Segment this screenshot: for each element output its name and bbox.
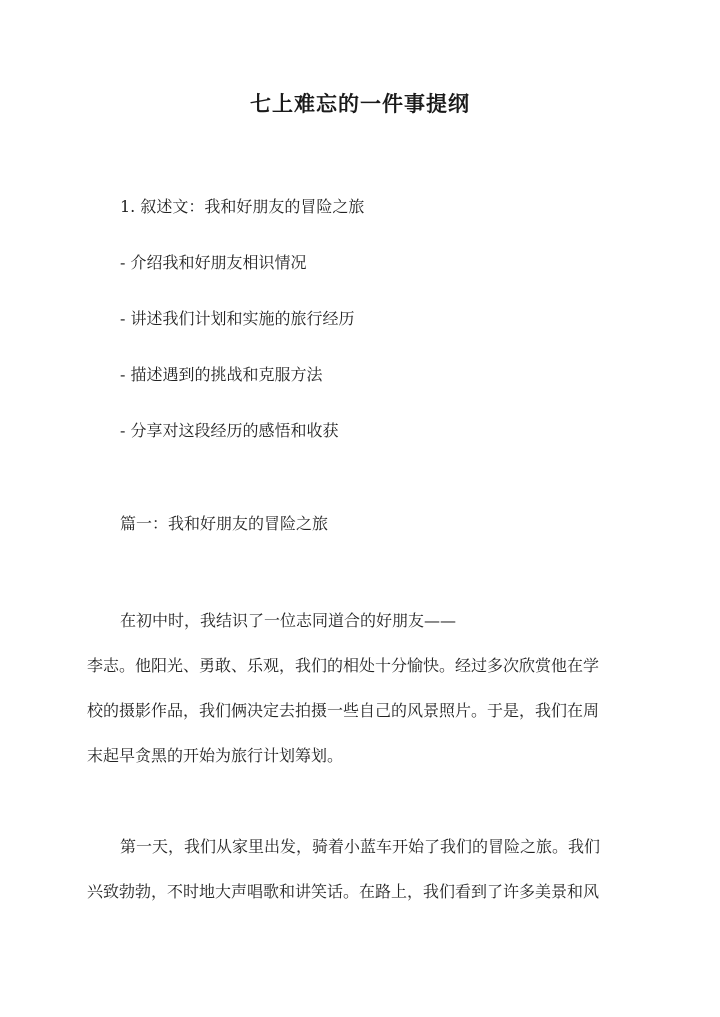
document-title: 七上难忘的一件事提纲	[250, 91, 470, 116]
section-heading: 篇一：我和好朋友的冒险之旅	[120, 514, 329, 533]
paragraph-line: 兴致勃勃，不时地大声唱歌和讲笑话。在路上，我们看到了许多美景和风	[87, 882, 600, 901]
paragraph-2	[87, 824, 635, 914]
paragraph-1	[87, 598, 635, 778]
outline-item-travel: - 讲述我们计划和实施的旅行经历	[120, 309, 355, 328]
paragraph-line: 校的摄影作品，我们俩决定去拍摄一些自己的风景照片。于是，我们在周	[87, 701, 600, 720]
paragraph-line: 李志。他阳光、勇敢、乐观，我们的相处十分愉快。经过多次欣赏他在学	[87, 656, 600, 675]
outline-item-main: 1. 叙述文：我和好朋友的冒险之旅	[120, 197, 365, 216]
outline-item-challenges: - 描述遇到的挑战和克服方法	[120, 365, 323, 384]
paragraph-line: 在初中时，我结识了一位志同道合的好朋友——	[120, 611, 457, 630]
paragraph-line: 末起早贪黑的开始为旅行计划筹划。	[87, 746, 344, 765]
outline-item-intro: - 介绍我和好朋友相识情况	[120, 253, 307, 272]
paragraph-line: 第一天，我们从家里出发，骑着小蓝车开始了我们的冒险之旅。我们	[120, 837, 601, 856]
outline-item-reflection: - 分享对这段经历的感悟和收获	[120, 421, 339, 440]
